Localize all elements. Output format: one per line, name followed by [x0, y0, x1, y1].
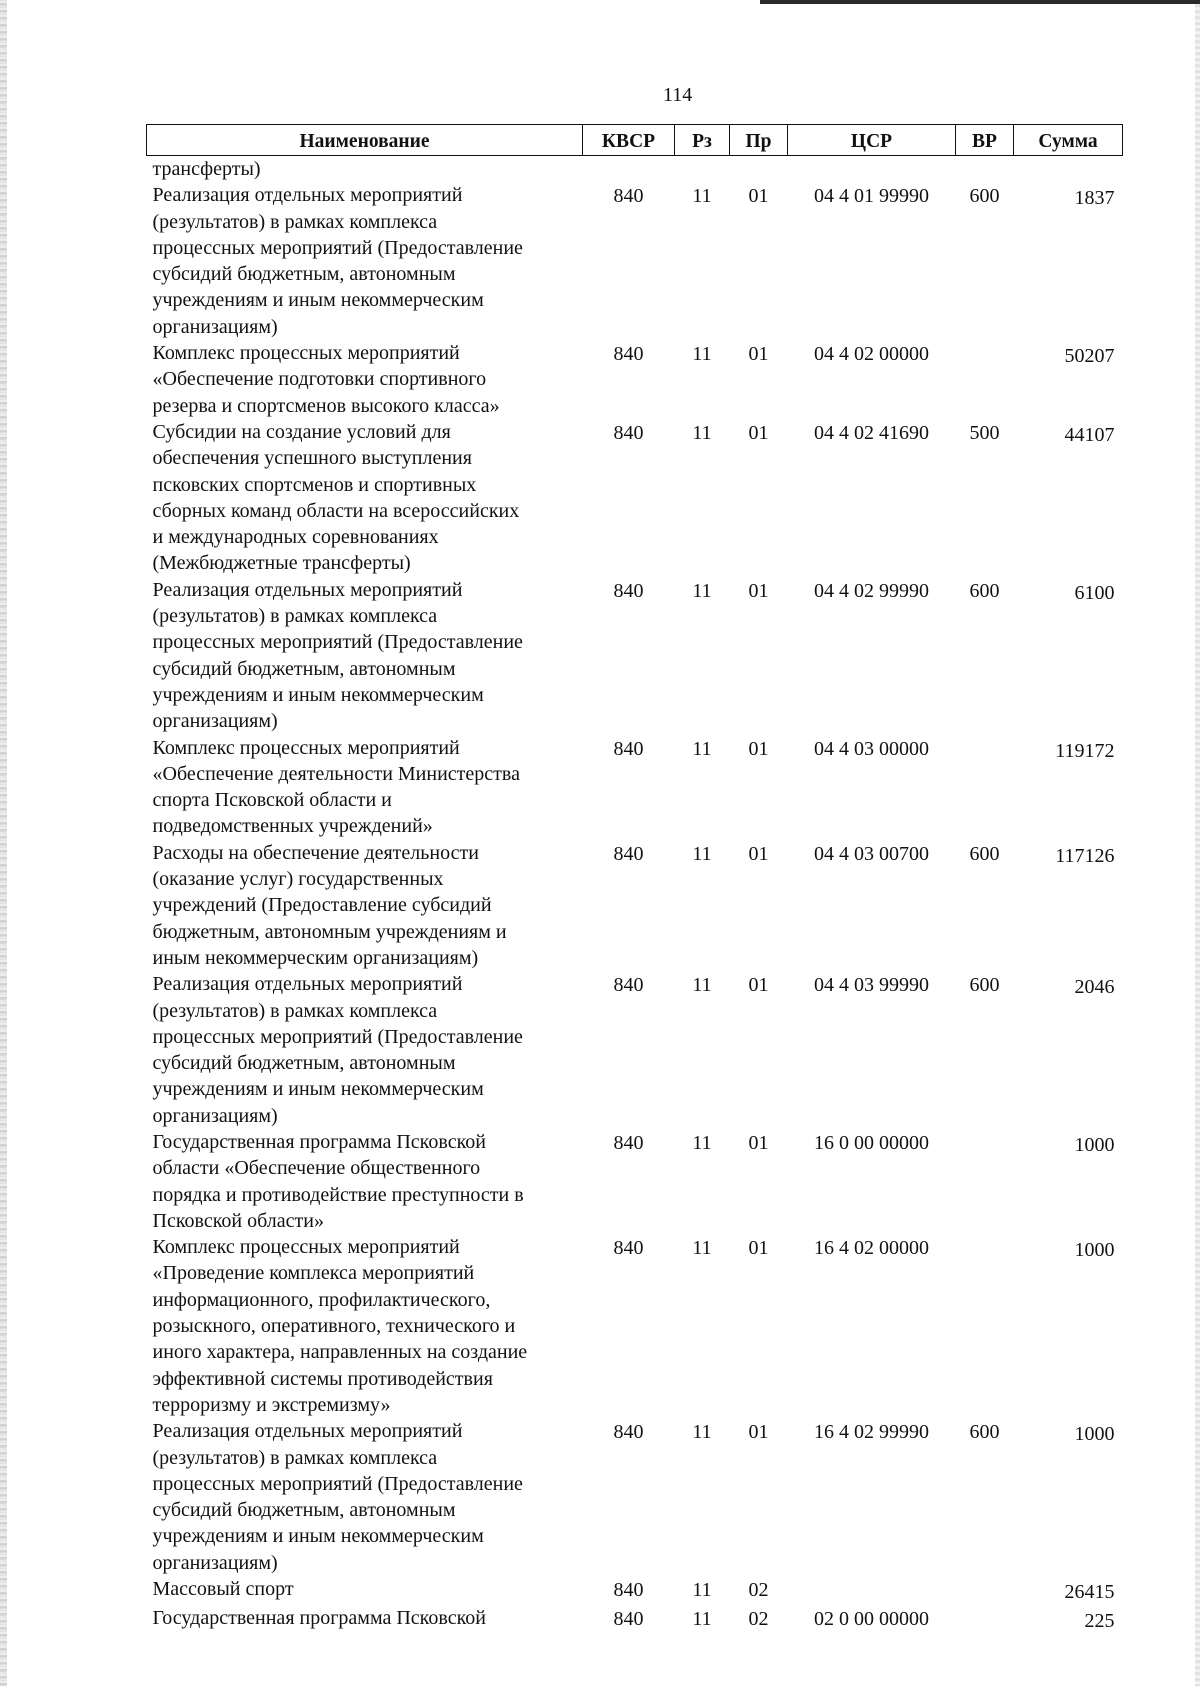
cell-sum: [1014, 156, 1123, 183]
cell-csr: 16 0 00 00000: [814, 1131, 929, 1154]
cell-rz: [675, 156, 730, 183]
header-vr: ВР: [956, 125, 1014, 156]
cell-csr: 04 4 03 00700: [814, 842, 929, 865]
cell-vr: [956, 156, 1014, 183]
header-row: [147, 125, 1123, 156]
name-line: Комплекс процессных мероприятий: [152, 342, 460, 365]
cell-name: [147, 971, 583, 1129]
cell-rz: 11: [692, 1608, 712, 1631]
table-row: [147, 156, 1123, 183]
cell-kvsr: 840: [613, 1131, 644, 1154]
cell-vr: [956, 1129, 1014, 1234]
cell-vr: 600: [969, 579, 1000, 602]
name-line: учреждениям и иным некоммерческим: [152, 1078, 484, 1101]
cell-pr: 01: [748, 974, 769, 997]
name-line: субсидий бюджетным, автономным: [152, 1052, 456, 1075]
table-row: [147, 1234, 1123, 1418]
cell-vr: 600: [969, 185, 1000, 208]
name-line: Государственная программа Псковской: [152, 1607, 486, 1630]
name-line: учреждениям и иным некоммерческим: [152, 683, 484, 706]
cell-sum: 1000: [1074, 1239, 1115, 1262]
name-line: организациям): [152, 1551, 278, 1574]
name-line: субсидий бюджетным, автономным: [152, 263, 456, 286]
name-line: субсидий бюджетным, автономным: [152, 1499, 456, 1522]
name-line: Комплекс процессных мероприятий: [152, 1236, 460, 1259]
name-line: (Межбюджетные трансферты): [152, 552, 411, 575]
table-row: [147, 971, 1123, 1129]
cell-name: [147, 340, 583, 419]
name-line: Массовый спорт: [152, 1578, 294, 1601]
name-line: обеспечения успешного выступления: [152, 447, 472, 470]
name-line: организациям): [152, 315, 278, 338]
cell-sum: 2046: [1074, 976, 1115, 999]
name-line: иным некоммерческим организациям): [152, 946, 479, 969]
name-line: и международных соревнованиях: [152, 526, 439, 549]
cell-csr: 02 0 00 00000: [814, 1608, 929, 1631]
cell-pr: 01: [748, 343, 769, 366]
name-line: организациям): [152, 1104, 278, 1127]
name-line: порядка и противодействие преступности в: [152, 1183, 524, 1206]
cell-name: [147, 156, 583, 183]
cell-kvsr: 840: [613, 1579, 644, 1602]
name-line: информационного, профилактического,: [152, 1288, 491, 1311]
cell-name: [147, 1418, 583, 1576]
cell-pr: 01: [748, 421, 769, 444]
cell-rz: 11: [692, 185, 712, 208]
name-line: учреждениям и иным некоммерческим: [152, 289, 484, 312]
cell-vr: 600: [969, 842, 1000, 865]
cell-name: [147, 840, 583, 971]
cell-sum: 26415: [1064, 1581, 1115, 1604]
table-row: [147, 1129, 1123, 1234]
name-line: Реализация отдельных мероприятий: [152, 578, 463, 601]
name-line: иного характера, направленных на создание: [152, 1341, 528, 1364]
cell-csr: [788, 156, 956, 183]
cell-name: [147, 735, 583, 840]
cell-pr: 01: [748, 842, 769, 865]
table-row: [147, 1576, 1123, 1605]
cell-name: [147, 182, 583, 340]
cell-rz: 11: [692, 1579, 712, 1602]
cell-rz: 11: [692, 579, 712, 602]
header-csr: ЦСР: [788, 125, 956, 156]
cell-kvsr: 840: [613, 737, 644, 760]
table-body: [147, 156, 1123, 1635]
name-line: терроризму и экстремизму»: [152, 1393, 391, 1416]
name-line: процессных мероприятий (Предоставление: [152, 1472, 523, 1495]
name-line: «Обеспечение подготовки спортивного: [152, 368, 487, 391]
name-line: Реализация отдельных мероприятий: [152, 1420, 463, 1443]
cell-sum: 117126: [1055, 844, 1115, 867]
name-line: «Обеспечение деятельности Министерства: [152, 762, 520, 785]
table-row: [147, 182, 1123, 340]
cell-kvsr: 840: [613, 1608, 644, 1631]
name-line: субсидий бюджетным, автономным: [152, 657, 456, 680]
name-line: учреждениям и иным некоммерческим: [152, 1525, 484, 1548]
name-line: (результатов) в рамках комплекса: [152, 1446, 438, 1469]
budget-table: [146, 124, 1123, 1635]
cell-kvsr: 840: [613, 579, 644, 602]
table-row: [147, 735, 1123, 840]
name-line: (результатов) в рамках комплекса: [152, 605, 438, 628]
table-row: [147, 1418, 1123, 1576]
table-header: [147, 125, 1123, 156]
cell-pr: 01: [748, 1237, 769, 1260]
name-line: процессных мероприятий (Предоставление: [152, 1025, 523, 1048]
scan-bar-top: [760, 0, 1200, 4]
cell-vr: [956, 340, 1014, 419]
name-line: процессных мероприятий (Предоставление: [152, 631, 523, 654]
cell-name: [147, 1605, 583, 1634]
cell-csr: [788, 1576, 956, 1605]
cell-pr: 01: [748, 185, 769, 208]
header-pr: Пр: [730, 125, 788, 156]
header-sum: Сумма: [1014, 125, 1123, 156]
cell-kvsr: 840: [613, 421, 644, 444]
cell-sum: 6100: [1074, 581, 1115, 604]
name-line: сборных команд области на всероссийских: [152, 499, 520, 522]
name-line: (результатов) в рамках комплекса: [152, 210, 438, 233]
cell-sum: 44107: [1064, 423, 1115, 446]
cell-csr: 04 4 01 99990: [814, 185, 929, 208]
cell-sum: 225: [1084, 1610, 1115, 1633]
cell-rz: 11: [692, 737, 712, 760]
cell-rz: 11: [692, 1237, 712, 1260]
cell-rz: 11: [692, 421, 712, 444]
name-line: Псковской области»: [152, 1209, 324, 1232]
cell-name: [147, 419, 583, 577]
cell-csr: 04 4 02 99990: [814, 579, 929, 602]
table-row: [147, 840, 1123, 971]
cell-csr: 04 4 02 41690: [814, 421, 929, 444]
scan-edge-left: [0, 0, 7, 1686]
name-line: Расходы на обеспечение деятельности: [152, 841, 479, 864]
name-line: организациям): [152, 710, 278, 733]
name-line: резерва и спортсменов высокого класса»: [152, 394, 500, 417]
cell-pr: 02: [748, 1608, 769, 1631]
cell-csr: 16 4 02 99990: [814, 1421, 929, 1444]
cell-vr: 600: [969, 1421, 1000, 1444]
cell-vr: [956, 1605, 1014, 1634]
cell-pr: [730, 156, 788, 183]
name-line: трансферты): [152, 158, 261, 180]
cell-kvsr: 840: [613, 1421, 644, 1444]
table-row: [147, 340, 1123, 419]
cell-kvsr: 840: [613, 343, 644, 366]
cell-kvsr: 840: [613, 185, 644, 208]
name-line: псковских спортсменов и спортивных: [152, 473, 477, 496]
header-name: Наименование: [147, 125, 583, 156]
cell-rz: 11: [692, 974, 712, 997]
name-line: Комплекс процессных мероприятий: [152, 736, 460, 759]
name-line: подведомственных учреждений»: [152, 815, 433, 838]
cell-sum: 1000: [1074, 1133, 1115, 1156]
name-line: розыскного, оперативного, технического и: [152, 1315, 516, 1338]
cell-kvsr: 840: [613, 974, 644, 997]
name-line: спорта Псковской области и: [152, 789, 392, 812]
name-line: Субсидии на создание условий для: [152, 420, 451, 443]
cell-sum: 50207: [1064, 345, 1115, 368]
name-line: процессных мероприятий (Предоставление: [152, 236, 523, 259]
name-line: эффективной системы противодействия: [152, 1367, 493, 1390]
cell-vr: 500: [969, 421, 1000, 444]
cell-pr: 01: [748, 1421, 769, 1444]
cell-csr: 04 4 02 00000: [814, 343, 929, 366]
cell-sum: 119172: [1055, 739, 1115, 762]
cell-sum: 1837: [1074, 187, 1115, 210]
scan-edge-right: [1195, 0, 1200, 1686]
cell-rz: 11: [692, 1131, 712, 1154]
cell-vr: [956, 1576, 1014, 1605]
cell-rz: 11: [692, 343, 712, 366]
cell-kvsr: 840: [613, 1237, 644, 1260]
table-row: [147, 1605, 1123, 1634]
name-line: (оказание услуг) государственных: [152, 868, 444, 891]
cell-name: [147, 1234, 583, 1418]
cell-vr: 600: [969, 974, 1000, 997]
header-kvsr: КВСР: [583, 125, 675, 156]
cell-pr: 01: [748, 737, 769, 760]
cell-name: [147, 1129, 583, 1234]
cell-csr: 16 4 02 00000: [814, 1237, 929, 1260]
name-line: Реализация отдельных мероприятий: [152, 973, 463, 996]
page-number: 114: [663, 84, 693, 106]
cell-kvsr: [583, 156, 675, 183]
cell-sum: 1000: [1074, 1423, 1115, 1446]
name-line: «Проведение комплекса мероприятий: [152, 1262, 475, 1285]
cell-csr: 04 4 03 99990: [814, 974, 929, 997]
cell-vr: [956, 1234, 1014, 1418]
header-rz: Рз: [675, 125, 730, 156]
cell-name: [147, 1576, 583, 1605]
cell-name: [147, 577, 583, 735]
name-line: Реализация отдельных мероприятий: [152, 184, 463, 207]
cell-csr: 04 4 03 00000: [814, 737, 929, 760]
cell-pr: 02: [748, 1579, 769, 1602]
table-row: [147, 419, 1123, 577]
name-line: учреждений (Предоставление субсидий: [152, 894, 492, 917]
cell-kvsr: 840: [613, 842, 644, 865]
name-line: области «Обеспечение общественного: [152, 1157, 481, 1180]
cell-pr: 01: [748, 1131, 769, 1154]
cell-pr: 01: [748, 579, 769, 602]
cell-rz: 11: [692, 1421, 712, 1444]
name-line: (результатов) в рамках комплекса: [152, 999, 438, 1022]
name-line: бюджетным, автономным учреждениям и: [152, 920, 507, 943]
cell-vr: [956, 735, 1014, 840]
table-row: [147, 577, 1123, 735]
name-line: Государственная программа Псковской: [152, 1130, 486, 1153]
cell-rz: 11: [692, 842, 712, 865]
